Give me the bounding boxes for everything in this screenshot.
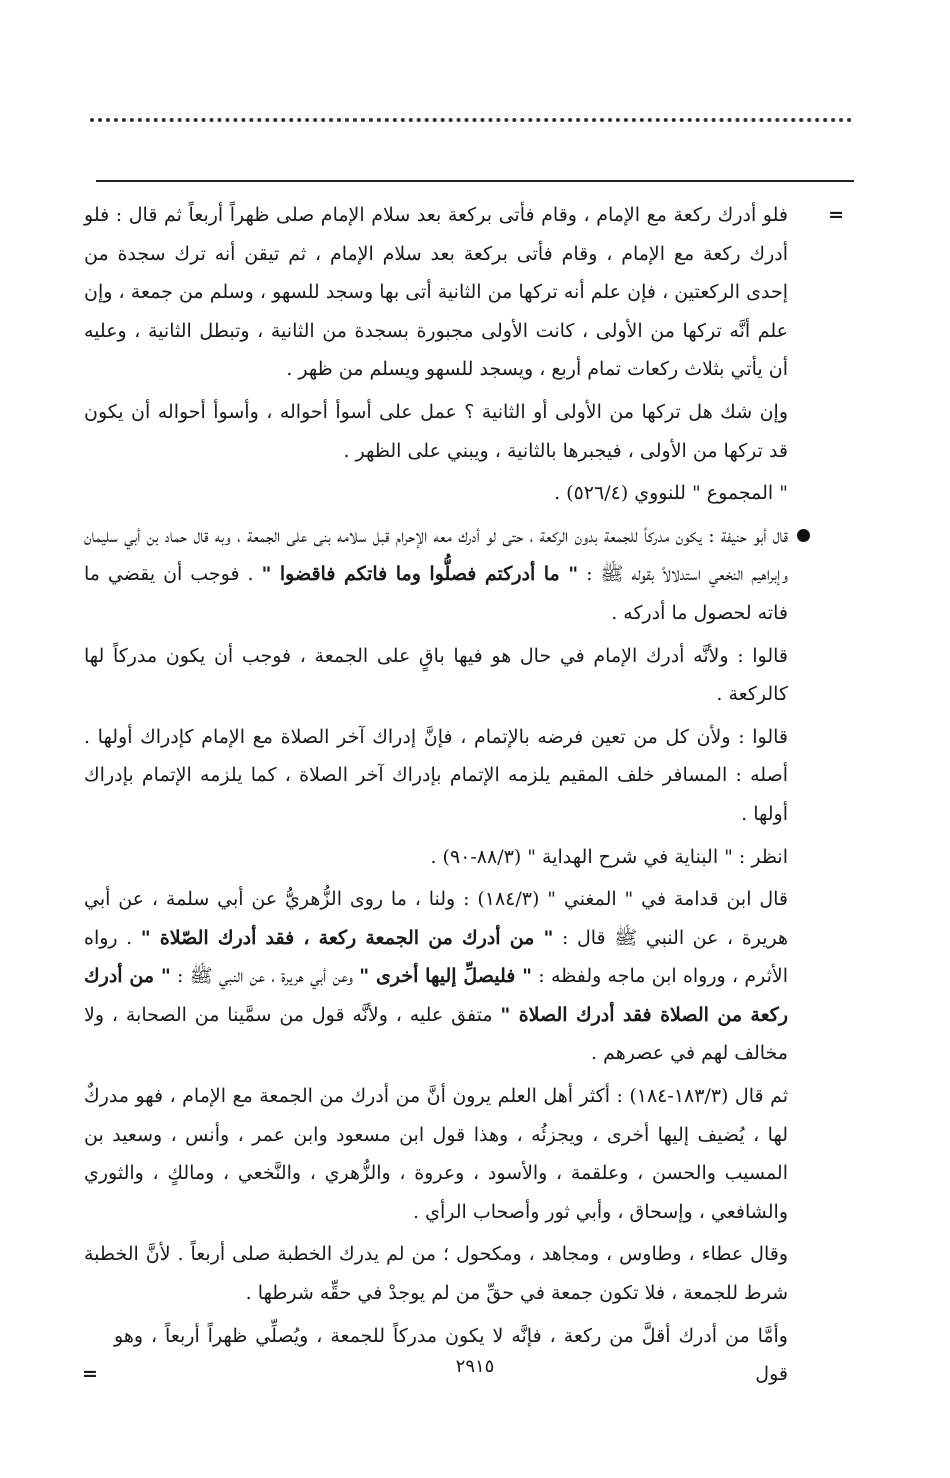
footnote-text [82, 196, 844, 1398]
footnote-rule [96, 180, 854, 182]
bullet-icon [797, 529, 810, 542]
bullet-paragraph: قال أبو حنيفة : يكون مدركاً للجمعة بدون الركعة ، حتى لو أدرك معه الإحرام قبل سلامه بنى على الجمعة ، وبه قال حماد بن أبي سليمان وإبراهيم النخعي استدلالاً بقوله ﷺ : " ما أدركتم فصلُّوا وما فاتكم فاقضوا " . فوجب أن يقضي ما فاته لحصول ما أدركه . [84, 517, 814, 633]
hadith-quote-1: " ما أدركتم فصلُّوا وما فاتكم فاقضوا " [261, 563, 579, 586]
source-citation-1: " المجموع " للنووي (٥٢٦/٤) . [554, 482, 788, 505]
continuation-mark: = [828, 204, 844, 226]
paragraph-8: قال ابن قدامة في " المغني " (١٨٤/٣) : ولنا ، ما روى الزُّهريُّ عن أبي سلمة ، عن أبي هريرة ، عن النبي ﷺ قال : " من أدرك من الجمعة ركعة ، فقد أدرك الصّلاة " . رواه الأثرم ، ورواه ابن ماجه ولفظه : " فليصلِّ إليها أخرى " وعن أبي هريرة ، عن النبي ﷺ : " من أدرك ركعة من الصلاة فقد أدرك الصلاة " متفق عليه ، ولأنَّه قول من سمَّينا من الصحابة ، ولا مخالف لهم في عصرهم . [84, 888, 789, 1065]
source-citation-2: انظر : " البناية في شرح الهداية " (٨٨/٣-٩٠) . [430, 845, 788, 868]
paragraph-11: وأمَّا من أدرك أقلَّ من ركعة ، فإنَّه لا يكون مدركاً للجمعة ، ويُصلِّي ظهراً أربعاً ، وهو قول = [84, 1317, 814, 1394]
hadith-quote-3: " فليصلِّ إليها أخرى " [359, 965, 533, 988]
end-continuation-mark: = [82, 1363, 98, 1386]
paragraph-10: وقال عطاء ، وطاوس ، ومجاهد ، ومكحول ؛ من لم يدرك الخطبة صلى أربعاً . لأنَّ الخطبة شرط للجمعة ، فلا تكون جمعة في حقِّ من لم يوجدْ في حقِّه شرطها . [84, 1243, 788, 1305]
page-number: ٢٩١٥ [455, 1356, 495, 1377]
paragraph-5: قالوا : ولأنَّه أدرك الإمام في حال هو فيها باقٍ على الجمعة ، فوجب أن يكون مدركاً لها كالركعة . [84, 644, 788, 706]
hadith-quote-2: " من أدرك من الجمعة ركعة ، فقد أدرك الصّلاة " [140, 926, 554, 949]
paragraph-2: وإن شك هل تركها من الأولى أو الثانية ؟ عمل على أسوأ أحواله ، وأسوأ أحواله أن يكون قد تركها من الأولى ، فيجبرها بالثانية ، ويبني على الظهر . [84, 400, 788, 462]
dotted-separator [90, 118, 852, 122]
paragraph-6: قالوا : ولأن كل من تعين فرضه بالإتمام ، فإنَّ إدراك آخر الصلاة مع الإمام كإدراك أولها . أصله : المسافر خلف المقيم يلزمه الإتمام بإدراك آخر الصلاة ، كما يلزمه الإتمام بإدراك أولها . [84, 725, 788, 825]
hadith-quote-4: " من أدرك ركعة من الصلاة فقد أدرك الصلاة " [84, 965, 788, 1026]
paragraph-9: ثم قال (١٨٣/٣-١٨٤) : أكثر أهل العلم يرون أنَّ من أدرك من الجمعة مع الإمام ، فهو مدركٌ لها ، يُضيف إليها أخرى ، ويجزئُه ، وهذا قول ابن مسعود وابن عمر ، وأنس ، وسعيد بن المسيب والحسن ، وعلقمة ، والأسود ، وعروة ، والزُّهري ، والنَّخعي ، ومالكٍ ، والثوري والشافعي ، وإسحاق ، وأبي ثور وأصحاب الرأي . [84, 1085, 788, 1223]
paragraph-1: = فلو أدرك ركعة مع الإمام ، وقام فأتى بركعة بعد سلام الإمام صلى ظهراً أربعاً ثم قال : فلو أدرك ركعة مع الإمام ، وقام فأتى بركعة بعد سلام الإمام ، ثم تيقن أنه ترك سجدة من إحدى الركعتين ، فإن علم أنه تركها من الثانية أتى بها وسجد للسهو ، وسلم من جمعة ، وإن علم أنَّه تركها من الأولى ، كانت الأولى مجبورة بسجدة من الثانية ، وتبطل الثانية ، وعليه أن يأتي بثلاث ركعات تمام أربع ، ويسجد للسهو ويسلم من ظهر . [84, 196, 814, 389]
